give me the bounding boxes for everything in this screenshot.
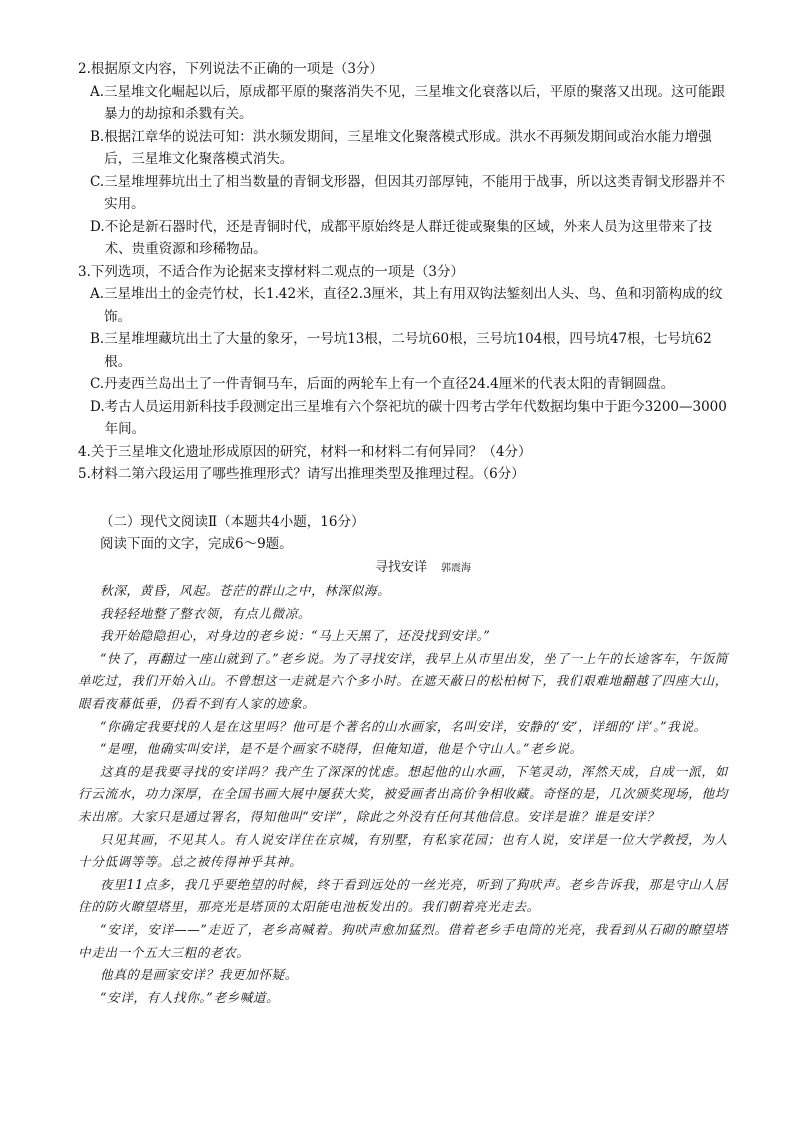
- option-text: 三星堆出土的金壳竹杖，长1.42米，直径2.3厘米，其上有用双钩法錾刻出人头、鸟、鱼和羽箭构成的纹饰。: [104, 286, 723, 325]
- option-text: 丹麦西兰岛出土了一件青铜马车，后面的两轮车上有一个直径24.4厘米的代表太阳的青铜圆盘。: [104, 376, 675, 392]
- paragraph: 我轻轻地整了整衣领，有点儿微凉。: [100, 605, 312, 621]
- option-b: [90, 328, 728, 373]
- question-2-options: [78, 81, 728, 261]
- option-letter: D.: [90, 398, 105, 415]
- article-title: 寻找安详: [374, 560, 427, 575]
- question-3-options: [78, 283, 728, 441]
- section-instruction: 阅读下面的文字，完成6～9题。: [100, 536, 293, 552]
- paragraph: 夜里11点多，我几乎要绝望的时候，终于看到远处的一丝光亮，听到了狗吠声。老乡告诉我，那是守山人居住的防火瞭望塔里，那亮光是塔顶的太阳能电池板发出的。我们朝着亮光走去。: [78, 876, 728, 915]
- paragraph: “是哩，他确实叫安详，是不是个画家不晓得，但俺知道，他是个守山人。”老乡说。: [100, 741, 583, 757]
- paragraph: “安详，有人找你。”老乡喊道。: [100, 989, 280, 1005]
- option-d: [90, 396, 728, 441]
- paragraph: “安详，安详——”走近了，老乡高喊着。狗吠声愈加猛烈。借着老乡手电筒的光亮，我看到从石砌的瞭望塔中走出一个五大三粗的老农。: [78, 921, 728, 960]
- paragraph: “快了，再翻过一座山就到了。”老乡说。为了寻找安详，我早上从市里出发，坐了一上午的长途客车，午饭简单吃过，我们开始入山。不曾想这一走就是六个多小时。在遮天蔽日的松柏树下，我们艰难地翻越了四座大山，眼看夜幕低垂，仍看不到有人家的迹象。: [78, 650, 728, 711]
- option-a: [90, 81, 728, 126]
- article-heading: [118, 557, 728, 580]
- option-text: 根据江章华的说法可知：洪水频发期间，三星堆文化聚落模式形成。洪水不再频发期间或治水能力增强后，三星堆文化聚落模式消失。: [104, 128, 712, 167]
- option-c: [90, 373, 728, 396]
- article-author: 郭震海: [441, 563, 471, 574]
- option-letter: C.: [90, 376, 105, 392]
- paragraph: 这真的是我要寻找的安详吗？我产生了深深的忧虑。想起他的山水画，下笔灵动，浑然天成，自成一派，如行云流水，功力深厚，在全国书画大展中屡获大奖，被爱画者出高价争相收藏。奇怪的是，几次颁奖现场，他均未出席。大家只是通过署名，得知他叫“安详”，除此之外没有任何其他信息。安详是谁？谁是安详？: [78, 763, 728, 824]
- option-letter: B.: [90, 331, 105, 347]
- paragraph: 他真的是画家安详？我更加怀疑。: [100, 967, 298, 983]
- option-letter: A.: [90, 286, 105, 302]
- paragraph: 我开始隐隐担心，对身边的老乡说：“马上天黑了，还没找到安详。”: [100, 628, 491, 644]
- option-text: 考古人员运用新科技手段测定出三星堆有六个祭祀坑的碳十四考古学年代数据均集中于距今3200—3000年间。: [104, 398, 727, 437]
- questions-block: [78, 58, 728, 486]
- option-text: 三星堆埋葬坑出土了相当数量的青铜戈形器，但因其刃部厚钝，不能用于战事，所以这类青铜戈形器并不实用。: [104, 173, 726, 212]
- option-d: [90, 216, 728, 261]
- option-text: 不论是新石器时代，还是青铜时代，成都平原始终是人群迁徙或聚集的区域，外来人员为这里带来了技术、贵重资源和珍稀物品。: [104, 218, 713, 257]
- paragraph: “你确定我要找的人是在这里吗？他可是个著名的山水画家，名叫安详，安静的‘安’，详细的‘详’。”我说。: [100, 718, 707, 734]
- paragraph: 只见其画，不见其人。有人说安详住在京城，有别墅，有私家花园；也有人说，安详是一位大学教授，为人十分低调等等。总之被传得神乎其神。: [78, 831, 728, 870]
- option-text: 三星堆埋藏坑出土了大量的象牙，一号坑13根，二号坑60根，三号坑104根，四号坑47根，七号坑62根。: [104, 331, 712, 370]
- option-text: 三星堆文化崛起以后，原成都平原的聚落消失不见，三星堆文化衰落以后，平原的聚落又出现。这可能跟暴力的劫掠和杀戮有关。: [104, 83, 726, 122]
- option-a: [90, 283, 728, 328]
- question-2-stem: 2.根据原文内容，下列说法不正确的一项是（3分）: [78, 61, 383, 77]
- option-letter: C.: [90, 173, 105, 190]
- option-letter: B.: [90, 128, 105, 145]
- option-letter: A.: [90, 83, 105, 100]
- question-5-stem: 5.材料二第六段运用了哪些推理形式？请写出推理类型及推理过程。（6分）: [78, 466, 525, 482]
- option-c: [90, 171, 728, 216]
- reading-section: [78, 511, 728, 1009]
- question-3-stem: 3.下列选项，不适合作为论据来支撑材料二观点的一项是（3分）: [78, 263, 464, 280]
- paragraph: 秋深，黄昏，风起。苍茫的群山之中，林深似海。: [100, 583, 391, 598]
- section-title: （二）现代文阅读Ⅱ（本题共4小题，16分）: [100, 514, 365, 530]
- option-b: [90, 126, 728, 171]
- option-letter: D.: [90, 218, 105, 235]
- question-4-stem: 4.关于三星堆文化遗址形成原因的研究，材料一和材料二有何异同？（4分）: [78, 443, 532, 460]
